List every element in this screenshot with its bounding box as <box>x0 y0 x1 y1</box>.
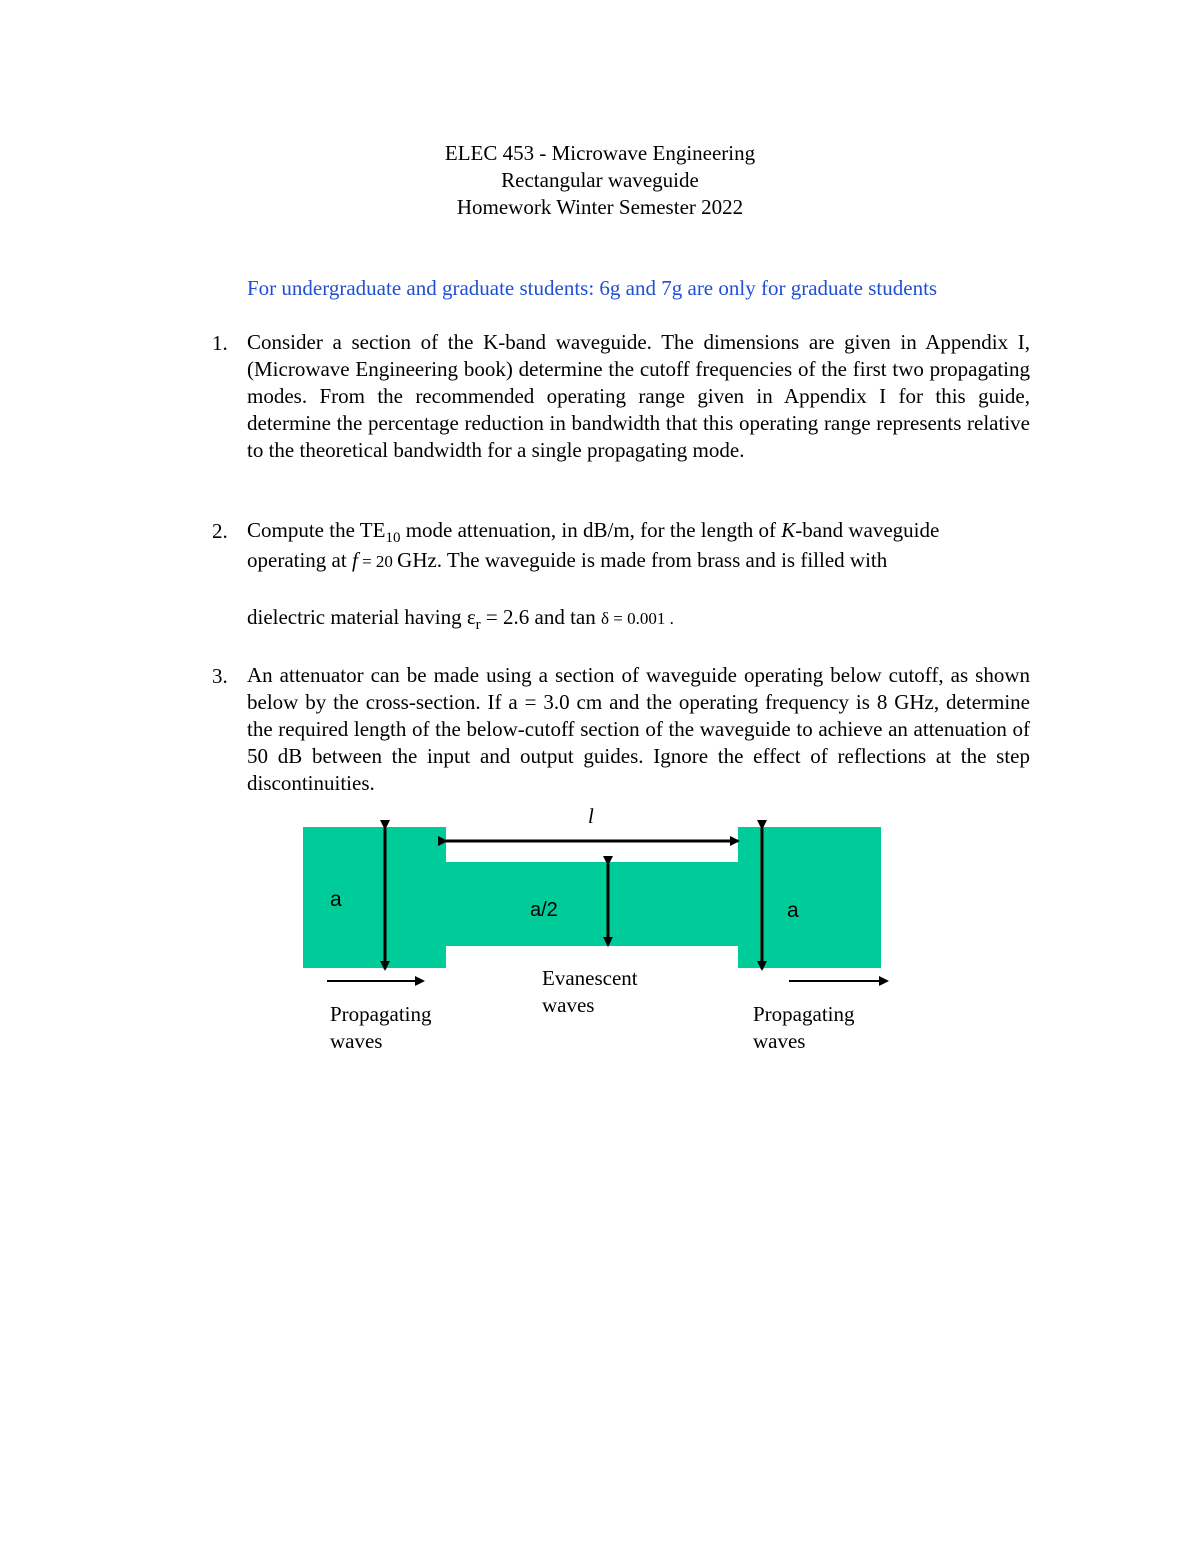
epsilon-symbol: ε <box>466 605 476 629</box>
problem-1-number: 1. <box>212 331 228 355</box>
left-caption-line-2: waves <box>330 1029 383 1053</box>
middle-waveguide-section <box>446 862 738 946</box>
length-label: l <box>588 804 594 828</box>
problem-2-text-c: -band waveguide <box>795 518 940 542</box>
problem-3-text: An attenuator can be made using a section of waveguide operating below cutoff, as shown below by the cross-section. If a = 3.0 cm and the operating frequency is 8 GHz, determine the required length of the below-cutoff section of the waveguide to achieve an attenuation of 50 dB between the input and output guides. Ignore the effect of reflections at the step discontinuities. <box>247 663 1030 795</box>
band-letter: K <box>781 518 796 542</box>
right-waveguide-section <box>738 827 881 968</box>
middle-caption-line-1: Evanescent <box>542 966 638 990</box>
problem-2-text-f: dielectric material having <box>247 605 467 629</box>
problem-2-number: 2. <box>212 519 228 543</box>
document-header <box>0 140 1200 221</box>
right-caption <box>753 1001 854 1055</box>
course-title: ELEC 453 - Microwave Engineering <box>444 141 756 165</box>
problem-2-line-1 <box>247 518 939 547</box>
waveguide-diagram <box>290 800 910 1070</box>
right-caption-line-2: waves <box>753 1029 806 1053</box>
frequency-value: = 20 <box>357 552 398 571</box>
problem-3-number: 3. <box>212 664 228 688</box>
problem-2-text-b: mode attenuation, in dB/m, for the length of <box>400 518 782 542</box>
problem-2-text-d: operating at <box>247 548 352 572</box>
topic-title: Rectangular waveguide <box>501 168 699 192</box>
left-caption <box>330 1001 431 1055</box>
middle-caption-line-2: waves <box>542 993 595 1017</box>
problem-2-line-3 <box>247 605 674 634</box>
mode-subscript: 10 <box>385 530 401 546</box>
left-waveguide-section <box>303 827 446 968</box>
problem-2-text-a: Compute the TE <box>247 518 386 542</box>
student-note: For undergraduate and graduate students: 6g and 7g are only for graduate students <box>247 276 938 300</box>
problem-1-text: Consider a section of the K-band waveguide. The dimensions are given in Appendix I, (Microwave Engineering book) determine the cutoff frequencies of the first two propagating modes. From the recommended operating range given in Appendix I for this guide, determine the percentage reduction in bandwidth that this operating range represents relative to the theoretical bandwidth for a single propagating mode. <box>247 330 1030 462</box>
problem-2-line-2 <box>247 548 887 573</box>
middle-height-label: a/2 <box>530 899 558 921</box>
left-height-label: a <box>330 888 342 911</box>
middle-caption <box>542 965 638 1019</box>
epsilon-subscript: r <box>475 617 481 633</box>
frequency-symbol: f <box>351 548 358 572</box>
left-caption-line-1: Propagating <box>330 1002 432 1026</box>
problem-2-text-g: = 2.6 and tan <box>480 605 601 629</box>
right-caption-line-1: Propagating <box>753 1002 855 1026</box>
right-height-label: a <box>787 899 799 922</box>
loss-tangent: δ = 0.001 . <box>600 609 674 628</box>
problem-2-text-e: GHz. The waveguide is made from brass and is filled with <box>397 548 888 572</box>
term-title: Homework Winter Semester 2022 <box>456 195 744 219</box>
